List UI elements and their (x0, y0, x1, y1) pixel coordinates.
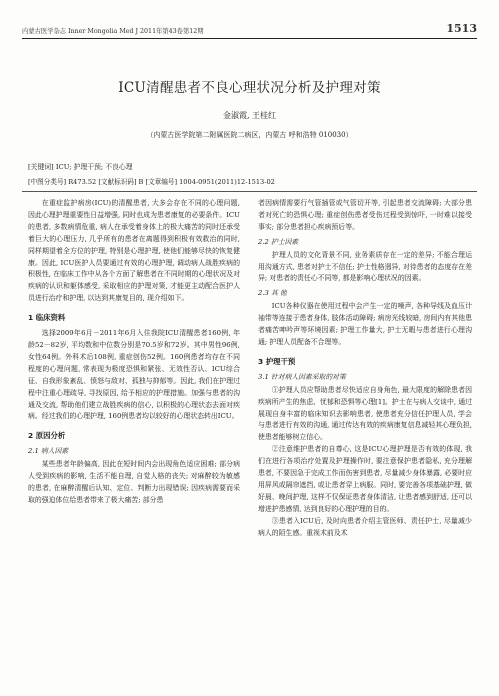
subsection-heading: 2.2 护士因素 (258, 237, 299, 246)
right-column (258, 198, 472, 539)
body-paragraph: ③患者入ICU后, 及时向患者介绍主管医师、责任护士, 尽量减少病人的陌生感。重视术前及术 (258, 516, 472, 537)
section-heading: 2 原因分析 (28, 431, 66, 441)
section-heading: 3 护理干预 (258, 356, 296, 366)
body-paragraph: ICU各种仪器在使用过程中会产生一定的噪声, 各种导线及血压计袖带等连接于患者身体, 肢体活动障碍; 病房光线较暗, 房间内有其他患者痛苦呻吟声等环境因素; 护理工作量大, 护士无暇与患者进行心理沟通; 护理人员配备不合理等。 (258, 302, 472, 346)
subsection-heading: 2.1 病人因素 (28, 447, 69, 456)
classification-codes: [中图分类号] R473.52 [文献标识码] B [文章编号] 1004-0951(2011)12-1513-02 (28, 178, 275, 186)
left-column (28, 198, 240, 507)
author-list: 金淑霞, 王桂红 (222, 111, 277, 120)
section-heading: 1 临床资料 (28, 313, 66, 323)
page-number: 1513 (446, 22, 477, 35)
keywords: [关键词] ICU; 护理干预; 不良心理 (28, 163, 133, 171)
journal-citation: 内蒙古医学杂志 Inner Mongolia Med J 2011年第43卷第12期 (22, 28, 204, 35)
body-paragraph: 护理人员的文化背景不同, 业务素质存在一定的差异; 不能合理运用沟通方式, 患者对护士不信任; 护士性格迥异, 对待患者的态度存在差异; 对患者的责任心不同等, 都是影响心理状况的因素。 (258, 250, 472, 283)
intro-paragraph: 在重症监护病房(ICU)的清醒患者, 大多会存在不同的心理问题, 因此心理护理重要性日益增强, 同时也成为患者康复的必要条件。ICU的患者, 多数病情危重, 病人在承受着身体上的极大痛苦的同时还承受着巨大的心理压力, 几乎所有的患者在离题得到积极有效救治的同时, 同样期望着全方位的护理, 特别是心理护理, 使他们能够尽快的恢复健康。因此, ICU医护人员要通过有效的心理护理, 调动病人战胜疾病的积极性, 在临床工作中从各个方面了解患者在不同时期的心理状况及对疾病的认识和躯体感受, 采取相应的护理对策, 才能更主动配合医护人员进行治疗和护理, 以达到其康复目的, 现介绍如下。 (28, 199, 240, 303)
article-title: ICU清醒患者不良心理状况分析及护理对策 (118, 80, 381, 96)
body-paragraph: 选择2009年6月－2011年6月入住我院ICU清醒患者160例, 年龄52－82岁, 平均数和中位数分别是70.5岁和72岁。其中男性96例, 女性64例。外科术后108例, 重症创伤52例。160例患者均存在不同程度的心理问题, 常表现为极度恐惧和紧张、无效性否认、ICU综合征、自我形象紊乱、愤怒与敌对、孤独与抑郁等。因此, 我们在护理过程中注重心理疏导, 寻找原因, 给予相应的护理措施。加强与患者的沟通及交流, 帮助他们建立战胜疾病的信心, 以积极的心理状态去面对疾病。经过我们的心理护理, 160例患者均以较好的心理状态转出ICU。 (28, 329, 240, 421)
keywords-rule (22, 191, 477, 192)
subsection-heading: 2.3 其 他 (258, 289, 287, 298)
body-paragraph: ①护理人员应帮助患者尽快适应自身角色, 最大限度的解除患者因疾病所产生的焦虑、忧郁和恐惧等心理[1]。护士在与病人交谈中, 通过展现自身丰富的临床知识去影响患者, 使患者充分信任护理人员, 学会与患者进行有效的沟通, 通过传达有效的疾病康复信息减轻其心理负担, 使患者能够树立信心。 (258, 385, 472, 442)
body-paragraph: ②注意维护患者的自尊心, 这是ICU心理护理是否有效的体现, 我们在进行各项治疗处置及护理操作时, 要注意保护患者隐私, 充分理解患者, 不要因急于完成工作而伤害到患者, 尽量减少身体暴露, 必要时应用屏风或隔帘遮挡, 或让患者穿上病服。同时, 要完善各项基础护理, 做好晨、晚间护理, 这样不仅保证患者身体清洁, 让患者感到舒适, 还可以增进护患感情, 达到良好的心理护理的目的。 (258, 445, 472, 513)
affiliation: （内蒙古医学院第二附属医院二病区，内蒙古 呼和浩特 010030） (146, 131, 353, 139)
header-rule (22, 38, 477, 39)
body-paragraph: 者因病情需要行气管插管或气管切开等, 引起患者交流障碍; 大部分患者对死亡的恐惧心理; 重症创伤患者受伤过程受到惊吓, 一时难以接受事实; 部分患者担心疾病预后等。 (258, 199, 472, 231)
body-paragraph: 某些患者年龄偏高, 因此在短时间内会出现角色适应困难; 部分病人受到疾病的影响, 生活不能自理, 自觉人格的丧失; 对麻醉较为敏感的患者, 在麻醉清醒后认知、定位、判断力出现错误; 因疾病需要而采取的强迫体位给患者带来了极大痛苦; 部分患 (28, 460, 240, 504)
running-header (22, 22, 477, 36)
subsection-heading: 3.1 针对病人因素采取的对策 (258, 372, 346, 381)
